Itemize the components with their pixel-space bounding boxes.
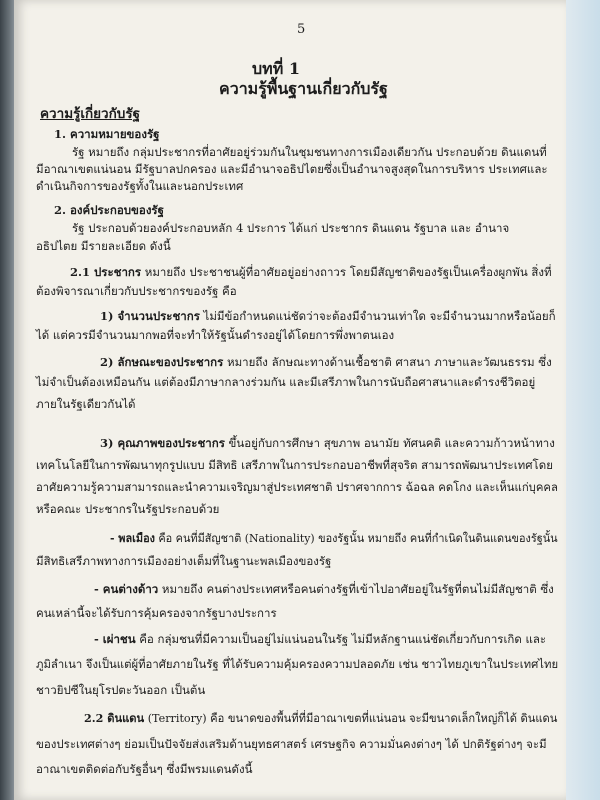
dash-item-tribe-line: ชาวยิปซีในยุโรปตะวันออก เป็นต้น [36,683,206,697]
paragraph-2-1-label: 2.1 ประชากร [70,265,142,279]
page-number: 5 [297,22,306,37]
sub-item-3-line: หรือคณะ ประชากรในรัฐประกอบด้วย [36,502,220,516]
dash-item-citizen-text: คือ คนที่มีสัญชาติ (Nationality) ของรัฐนั้น หมายถึง คนที่กำเนิดในดินแดนของรัฐนั้น [154,531,558,545]
dash-item-tribe-label: - เผ่าชน [94,632,136,646]
dash-item-alien-line: คนเหล่านี้จะได้รับการคุ้มครองจากรัฐบางประการ [36,606,277,620]
dash-item-citizen-label: - พลเมือง [110,531,155,545]
chapter-title: ความรู้พื้นฐานเกี่ยวกับรัฐ [219,79,388,98]
item1-line: มีอาณาเขตแน่นอน มีรัฐบาลปกครอง และมีอำนาจอธิปไตยซึ่งเป็นอำนาจสูงสุดในการบริหาร ประเทศและ [36,162,548,176]
sub-item-3-line: อาศัยความรู้ความสามารถและนำความเจริญมาสู่ประเทศชาติ ปราศจากการ ฉ้อฉล คดโกง และเห็นแก่บุคคล [36,480,558,494]
dash-item-tribe [94,633,546,647]
paragraph-2-1 [70,266,552,280]
dash-item-alien-label: - คนต่างด้าว [94,582,159,596]
item2-heading: 2. องค์ประกอบของรัฐ [54,203,164,217]
item2-line: อธิปไตย มีรายละเอียด ดังนี้ [36,239,171,253]
sub-item-1-text: ไม่มีข้อกำหนดแน่ชัดว่าจะต้องมีจำนวนเท่าใด จะมีจำนวนมากหรือน้อยก็ [199,309,556,323]
item2-line: รัฐ ประกอบด้วยองค์ประกอบหลัก 4 ประการ ได้แก่ ประชากร ดินแดน รัฐบาล และ อำนาจ [72,221,510,235]
dash-item-citizen [110,532,558,546]
dash-item-alien-text: หมายถึง คนต่างประเทศหรือคนต่างรัฐที่เข้าไปอาศัยอยู่ในรัฐที่ตนไม่มีสัญชาติ ซึ่ง [158,582,554,596]
sub-item-3 [100,437,555,451]
sub-item-1-label: 1) จำนวนประชากร [100,309,200,323]
sub-item-3-label: 3) คุณภาพของประชากร [100,436,225,450]
paragraph-2-2-text: (Territory) คือ ขนาดของพื้นที่ที่มีอาณาเขตที่แน่นอน จะมีขนาดเล็กใหญ่ก็ได้ ดินแดน [144,711,558,725]
paragraph-2-2-line: ของประเทศต่างๆ ย่อมเป็นปัจจัยส่งเสริมด้านยุทธศาสตร์ เศรษฐกิจ ความมั่นคงต่างๆ ได้ ปกติรัฐต่างๆ จะมี [36,737,547,751]
paragraph-2-2-line: อาณาเขตติดต่อกับรัฐอื่นๆ ซึ่งมีพรมแดนดังนี้ [36,762,253,776]
sub-item-2-label: 2) ลักษณะของประชากร [100,355,224,369]
item1-line: ดำเนินกิจการของรัฐทั้งในและนอกประเทศ [36,179,244,193]
paragraph-2-1-line: ต้องพิจารณาเกี่ยวกับประชากรของรัฐ คือ [36,284,237,298]
paragraph-2-1-text: หมายถึง ประชาชนผู้ที่อาศัยอยู่อย่างถาวร โดยมีสัญชาติของรัฐเป็นเครื่องผูกพัน สิ่งที่ [141,265,552,279]
sub-item-2-line: ไม่จำเป็นต้องเหมือนกัน แต่ต้องมีภาษากลางร่วมกัน และมีเสรีภาพในการนับถือศาสนาและดำรงชีวิตอยู่ [36,375,536,389]
paragraph-2-2-label: 2.2 ดินแดน [84,711,145,725]
sub-item-2-text: หมายถึง ลักษณะทางด้านเชื้อชาติ ศาสนา ภาษาและวัฒนธรรม ซึ่ง [223,355,552,369]
sub-item-2 [100,356,552,370]
chapter-number: บทที่ 1 [252,59,300,78]
paragraph-2-2 [84,712,557,726]
section-heading: ความรู้เกี่ยวกับรัฐ [40,106,141,122]
sub-item-3-line: เทคโนโลยีในการพัฒนาทุกรูปแบบ มีสิทธิ เสรีภาพในการประกอบอาชีพที่สุจริต สามารถพัฒนาประเทศโดย [36,458,553,472]
dash-item-citizen-line: มีสิทธิเสรีภาพทางการเมืองอย่างเต็มที่ในฐานะพลเมืองของรัฐ [36,554,332,568]
sub-item-1-line: ได้ แต่ควรมีจำนวนมากพอที่จะทำให้รัฐนั้นดำรงอยู่ได้โดยการพึ่งพาตนเอง [36,328,395,342]
sub-item-3-text: ขึ้นอยู่กับการศึกษา สุขภาพ อนามัย ทัศนคติ และความก้าวหน้าทาง [224,436,555,450]
dash-item-tribe-text: คือ กลุ่มชนที่มีความเป็นอยู่ไม่แน่นอนในรัฐ ไม่มีหลักฐานแน่ชัดเกี่ยวกับการเกิด และ [135,632,547,646]
dash-item-tribe-line: ภูมิลำเนา จึงเป็นแต่ผู้ที่อาศัยภายในรัฐ ที่ได้รับความคุ้มครองความปลอดภัย เช่น ชาวไทยภูเขาในประเทศไทย [36,657,559,671]
item1-heading: 1. ความหมายของรัฐ [54,127,160,141]
background-surface [566,0,600,800]
dash-item-alien [94,583,554,597]
sub-item-1 [100,310,556,324]
book-page [14,0,566,800]
item1-line: รัฐ หมายถึง กลุ่มประชากรที่อาศัยอยู่ร่วมกันในชุมชนทางการเมืองเดียวกัน ประกอบด้วย ดินแดนที่ [72,145,547,159]
sub-item-2-line: ภายในรัฐเดียวกันได้ [36,397,136,411]
